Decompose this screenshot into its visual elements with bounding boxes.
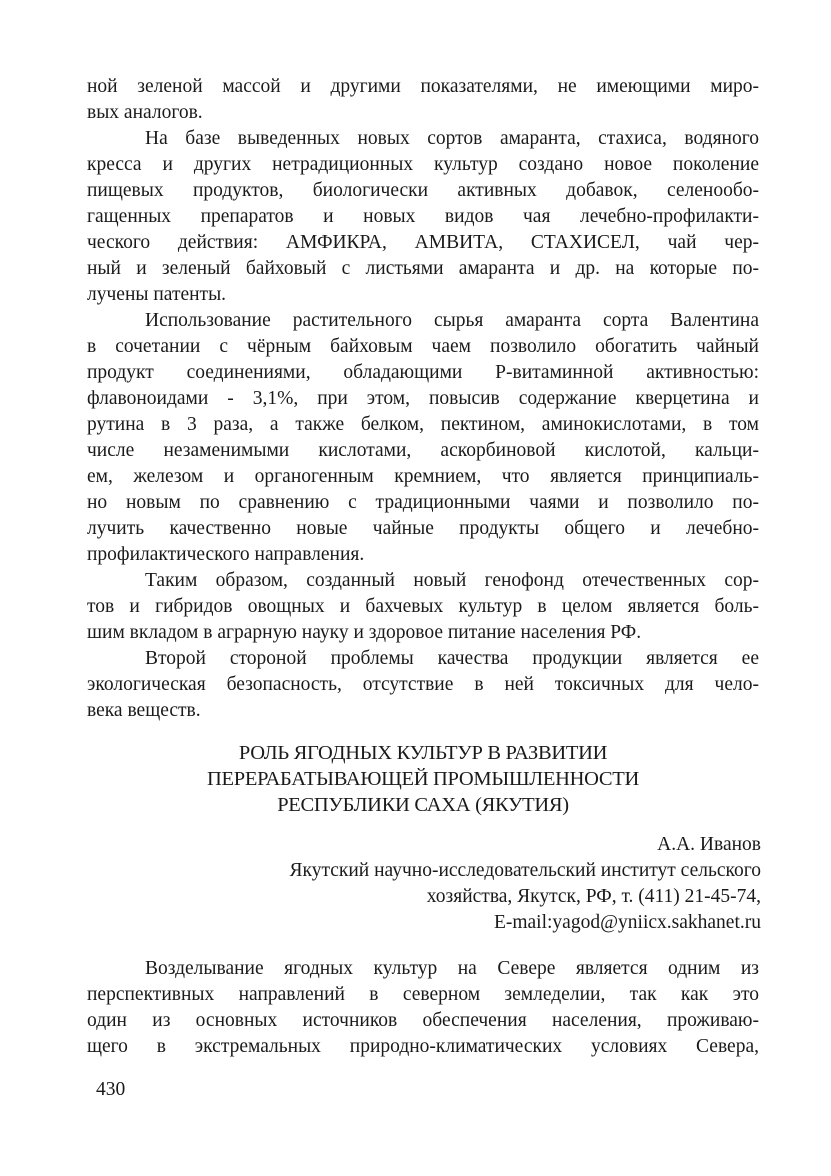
paragraph-line: перспективных направлений в северном земледелии, так как это <box>87 984 759 1005</box>
paragraph-line: ческого действия: АМФИКРА, АМВИТА, СТАХИСЕЛ, чай чер- <box>87 232 759 253</box>
author-email: E-mail:yagod@yniicx.sakhanet.ru <box>493 912 761 933</box>
article-title-line: РЕСПУБЛИКИ САХА (ЯКУТИЯ) <box>277 794 569 816</box>
paragraph-line: профилактического направления. <box>87 544 365 565</box>
paragraph-line: в сочетании с чёрным байховым чаем позволило обогатить чайный <box>87 336 759 357</box>
paragraph-line: один из основных источников обеспечения населения, проживаю- <box>87 1010 759 1031</box>
paragraph-line: Второй стороной проблемы качества продукции является ее <box>145 648 759 669</box>
paragraph-line: продукт соединениями, обладающими Р-витаминной активностью: <box>87 362 759 383</box>
paragraph-line: ный и зеленый байховый с листьями амаранта и др. на которые по- <box>87 258 759 279</box>
paragraph-line: лучены патенты. <box>87 284 227 305</box>
paragraph-line: лучить качественно новые чайные продукты общего и лечебно- <box>87 518 759 539</box>
paragraph-line: рутина в 3 раза, а также белком, пектином, аминокислотами, в том <box>87 414 759 435</box>
paragraph-line: пищевых продуктов, биологически активных добавок, селенообо- <box>87 180 759 201</box>
paragraph-line: На базе выведенных новых сортов амаранта, стахиса, водяного <box>145 128 759 149</box>
author-name: А.А. Иванов <box>657 834 761 855</box>
paragraph-line: ем, железом и органогенным кремнием, что является принципиаль- <box>87 466 759 487</box>
paragraph-line: Использование растительного сырья амаранта сорта Валентина <box>145 310 759 331</box>
paragraph-line: Таким образом, созданный новый генофонд отечественных сор- <box>145 570 759 591</box>
paragraph-line: гащенных препаратов и новых видов чая лечебно-профилакти- <box>87 206 759 227</box>
article-title-line: РОЛЬ ЯГОДНЫХ КУЛЬТУР В РАЗВИТИИ <box>238 742 608 764</box>
intro-line: вых аналогов. <box>87 102 203 123</box>
affiliation-line: хозяйства, Якутск, РФ, т. (411) 21-45-74, <box>426 886 761 907</box>
paragraph-line: щего в экстремальных природно-климатических условиях Севера, <box>87 1036 759 1057</box>
paragraph-line: шим вкладом в аграрную науку и здоровое питание населения РФ. <box>87 622 642 643</box>
affiliation-line: Якутский научно-исследовательский институт сельского <box>289 860 761 881</box>
paragraph-line: но новым по сравнению с традиционными чаями и позволило по- <box>87 492 759 513</box>
paragraph-line: экологическая безопасность, отсутствие в ней токсичных для чело- <box>87 674 759 695</box>
paragraph-line: тов и гибридов овощных и бахчевых культур в целом является боль- <box>87 596 759 617</box>
intro-line: ной зеленой массой и другими показателями, не имеющими миро- <box>87 76 759 97</box>
paragraph-line: Возделывание ягодных культур на Севере является одним из <box>145 958 759 979</box>
paragraph-line: века веществ. <box>87 700 201 721</box>
paragraph-line: флавоноидами - 3,1%, при этом, повысив содержание кверцетина и <box>87 388 759 409</box>
page-number: 430 <box>96 1079 126 1100</box>
paragraph-line: кресса и других нетрадиционных культур создано новое поколение <box>87 154 759 175</box>
paragraph-line: числе незаменимыми кислотами, аскорбиновой кислотой, кальци- <box>87 440 759 461</box>
article-title-line: ПЕРЕРАБАТЫВАЮЩЕЙ ПРОМЫШЛЕННОСТИ <box>207 768 639 790</box>
